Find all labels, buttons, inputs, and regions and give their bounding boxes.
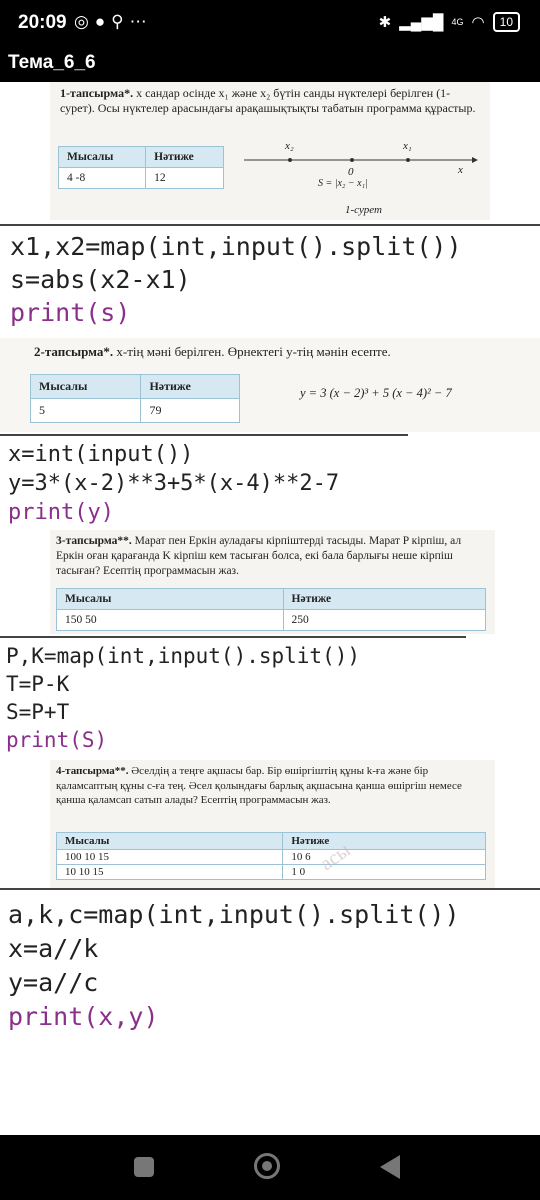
code-line: print(s) — [10, 298, 131, 327]
task3-text — [56, 534, 486, 579]
back-button[interactable] — [380, 1155, 400, 1179]
task4-text — [56, 764, 486, 808]
table-cell: 12 — [146, 168, 224, 189]
table-header: Нәтиже — [141, 375, 240, 399]
table-cell: 79 — [141, 399, 240, 423]
code-block-2 — [0, 434, 408, 536]
table-header: Нәтиже — [283, 589, 485, 610]
task4-body: Әселдің a теңге ақшасы бар. Бір өшіргіштің құны k-ға және бір қаламсаптың құны c-ға тең. Әсел қолындағы барлық ақшасына қанша өшіргіш немесе қанша қаламсап сатып алады? Есептің программасын жаз. — [56, 765, 462, 806]
status-bar — [0, 0, 540, 46]
table-cell: 250 — [283, 610, 485, 631]
table-cell: 10 10 15 — [57, 865, 283, 880]
network-label: 4G — [451, 17, 464, 27]
task1-text — [60, 86, 480, 116]
number-line — [240, 138, 480, 198]
axis-x-label: x — [458, 164, 463, 176]
system-icons — [379, 12, 520, 32]
table-header: Мысалы — [57, 833, 283, 850]
code-line: y=a//c — [8, 968, 99, 997]
task3-photo — [50, 530, 495, 634]
notification-icons — [74, 12, 153, 32]
code-line: P,K=map(int,input().split()) — [6, 644, 361, 668]
zero-label: 0 — [348, 166, 354, 178]
document-content[interactable] — [0, 82, 540, 1135]
task2-table — [30, 374, 240, 423]
task2-text — [34, 344, 524, 359]
home-inner-dot — [262, 1161, 272, 1171]
table-cell: 150 50 — [57, 610, 284, 631]
code-line: x1,x2=map(int,input().split()) — [10, 232, 462, 261]
table-header: Мысалы — [57, 589, 284, 610]
code-line: print(y) — [8, 500, 114, 525]
code-block-1 — [0, 224, 540, 338]
task4-table — [56, 832, 486, 880]
watermark-text: асы — [316, 839, 355, 876]
task3-body: Марат пен Еркін ауладағы кірпіштерді тасыды. Марат P кірпіш, ал Еркін оған қарағанда K кірпіш кем тасыған болса, екі бала барлығы неше кірпіш тасыған? Есептің программасын жаз. — [56, 535, 462, 577]
code-line: s=abs(x2-x1) — [10, 265, 191, 294]
x1-label: x₁ — [403, 140, 412, 152]
table-header: Нәтиже — [146, 147, 224, 168]
whatsapp-icon: ◎ — [74, 12, 95, 31]
code-line: y=3*(x-2)**3+5*(x-4)**2-7 — [8, 471, 340, 496]
code-line: T=P-K — [6, 672, 70, 696]
task1-table — [58, 146, 224, 189]
app-titlebar — [0, 46, 540, 82]
code-line: x=int(input()) — [8, 442, 194, 467]
table-header: Мысалы — [31, 375, 141, 399]
table-cell: 5 — [31, 399, 141, 423]
status-time: 20:09 — [18, 12, 67, 33]
wifi-icon: ◠ — [471, 14, 485, 31]
table-header: Нәтиже — [283, 833, 486, 850]
code-line: S=P+T — [6, 700, 70, 724]
task2-heading: 2-тапсырма*. — [34, 344, 114, 359]
x2-label: x₂ — [285, 140, 294, 152]
navigation-bar — [0, 1135, 540, 1200]
task1-heading: 1-тапсырма*. — [60, 86, 134, 100]
code-block-3 — [0, 636, 466, 764]
task2-photo — [0, 338, 540, 432]
user-icon: ⚲ — [111, 12, 130, 31]
task2-body: x-тің мәні берілген. Өрнектегі y-тің мәнін есепте. — [116, 344, 391, 359]
recent-apps-button[interactable] — [134, 1157, 154, 1177]
distance-formula: S = |x₂ − x₁| — [318, 178, 368, 189]
table-cell: 4 -8 — [59, 168, 146, 189]
task3-table — [56, 588, 486, 631]
task4-photo — [50, 760, 495, 888]
task1-body: x сандар осінде x₁ және x₂ бүтін санды нүктелері берілген (1-сурет). Осы нүктелер арасындағы арақашықтықты табатын программа құрастыр. — [60, 86, 476, 115]
figure-caption: 1-сурет — [345, 204, 382, 216]
code-line: x=a//k — [8, 934, 99, 963]
battery-icon: 10 — [493, 12, 520, 32]
code-line: print(S) — [6, 728, 108, 752]
task3-heading: 3-тапсырма**. — [56, 535, 132, 547]
code-block-4 — [0, 888, 540, 1048]
task4-heading: 4-тапсырма**. — [56, 765, 129, 777]
table-header: Мысалы — [59, 147, 146, 168]
task1-figure — [240, 138, 480, 218]
task2-formula: y = 3 (x − 2)³ + 5 (x − 4)² − 7 — [300, 386, 452, 400]
home-button[interactable] — [254, 1153, 280, 1179]
table-cell: 100 10 15 — [57, 850, 283, 865]
bluetooth-icon: ✱ — [378, 14, 392, 31]
code-line: print(x,y) — [8, 1002, 159, 1031]
page-title: Тема_6_6 — [8, 52, 96, 73]
signal-icon: ▂▄▆█ — [399, 14, 444, 31]
chat-icon: ● — [94, 12, 112, 31]
table-cell: 1 0 — [283, 865, 486, 880]
more-icon: ⋯ — [129, 12, 153, 31]
task1-photo — [50, 82, 490, 220]
code-line: a,k,c=map(int,input().split()) — [8, 900, 460, 929]
table-cell: 10 6 — [283, 850, 486, 865]
